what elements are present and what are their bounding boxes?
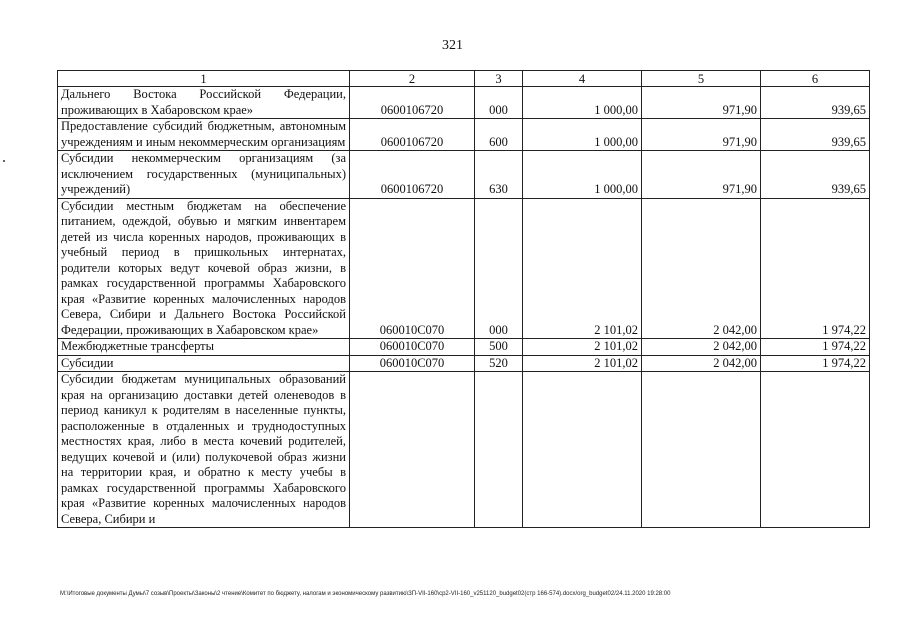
table-row [58, 198, 870, 339]
row-value-3: 1 974,22 [761, 355, 870, 372]
row-name: Субсидии [58, 355, 350, 372]
row-value-1: 1 000,00 [523, 151, 642, 199]
row-type [475, 372, 523, 528]
row-value-3: 1 974,22 [761, 198, 870, 339]
row-value-1: 2 101,02 [523, 198, 642, 339]
row-value-1 [523, 372, 642, 528]
header-col-2: 2 [350, 71, 475, 87]
table-header-row [58, 71, 870, 87]
scan-speck [3, 160, 5, 162]
row-value-3: 1 974,22 [761, 339, 870, 356]
row-name: Субсидии некоммерческим организациям (за исключением государственных (муниципальных) учреждений) [58, 151, 350, 199]
row-type: 520 [475, 355, 523, 372]
row-value-1: 1 000,00 [523, 119, 642, 151]
row-name: Предоставление субсидий бюджетным, автономным учреждениям и иным некоммерческим организациям [58, 119, 350, 151]
row-type: 500 [475, 339, 523, 356]
row-value-2: 971,90 [642, 151, 761, 199]
page-number: 321 [442, 38, 463, 53]
row-name: Межбюджетные трансферты [58, 339, 350, 356]
row-value-1: 2 101,02 [523, 339, 642, 356]
row-type: 600 [475, 119, 523, 151]
row-code [350, 372, 475, 528]
row-value-2: 2 042,00 [642, 355, 761, 372]
table-row [58, 355, 870, 372]
row-value-3: 939,65 [761, 87, 870, 119]
row-value-1: 1 000,00 [523, 87, 642, 119]
header-col-3: 3 [475, 71, 523, 87]
row-value-2: 2 042,00 [642, 198, 761, 339]
row-value-2: 971,90 [642, 119, 761, 151]
row-type: 630 [475, 151, 523, 199]
row-value-1: 2 101,02 [523, 355, 642, 372]
table-row [58, 339, 870, 356]
header-col-4: 4 [523, 71, 642, 87]
header-col-1: 1 [58, 71, 350, 87]
row-value-3: 939,65 [761, 119, 870, 151]
table-row [58, 87, 870, 119]
header-col-5: 5 [642, 71, 761, 87]
table-row [58, 119, 870, 151]
row-value-3 [761, 372, 870, 528]
row-value-2: 971,90 [642, 87, 761, 119]
row-value-3: 939,65 [761, 151, 870, 199]
table-row [58, 151, 870, 199]
table-row [58, 372, 870, 528]
row-name: Субсидии местным бюджетам на обеспечение питанием, одеждой, обувью и мягким инвентарем детей из числа коренных народов, проживающих в учебный период в пришкольных интернатах, родители которых ведут кочевой образ жизни, в рамках государственной программы Хабаровского края «Развитие коренных малочисленных народов Севера, Сибири и Дальнего Востока Российской Федерации, проживающих в Хабаровском крае» [58, 198, 350, 339]
row-code: 0600106720 [350, 87, 475, 119]
row-type: 000 [475, 198, 523, 339]
row-code: 0600106720 [350, 119, 475, 151]
row-value-2: 2 042,00 [642, 339, 761, 356]
row-type: 000 [475, 87, 523, 119]
row-code: 060010С070 [350, 198, 475, 339]
row-code: 060010С070 [350, 355, 475, 372]
row-code: 0600106720 [350, 151, 475, 199]
header-col-6: 6 [761, 71, 870, 87]
document-footer-path: M:\Итоговые документы Думы\7 созыв\Проекты\Законы\2 чтение\Комитет по бюджету, налогам и экономическому развитию\ЗП-VII-160\ср2-VII-160_v251120_budget02(стр 166-574).docx/org_budget02/24.11.2020 19:28:00 [60, 591, 671, 597]
budget-table [57, 70, 870, 528]
row-code: 060010С070 [350, 339, 475, 356]
row-name: Дальнего Востока Российской Федерации, проживающих в Хабаровском крае» [58, 87, 350, 119]
row-name: Субсидии бюджетам муниципальных образований края на организацию доставки детей оленеводов в период каникул к родителям в населенные пункты, расположенные в отдаленных и труднодоступных местностях края, либо в места кочевий родителей, ведущих кочевой и (или) полукочевой образ жизни на территории края, и обратно к месту учебы в рамках государственной программы Хабаровского края «Развитие коренных малочисленных народов Севера, Сибири и [58, 372, 350, 528]
row-value-2 [642, 372, 761, 528]
